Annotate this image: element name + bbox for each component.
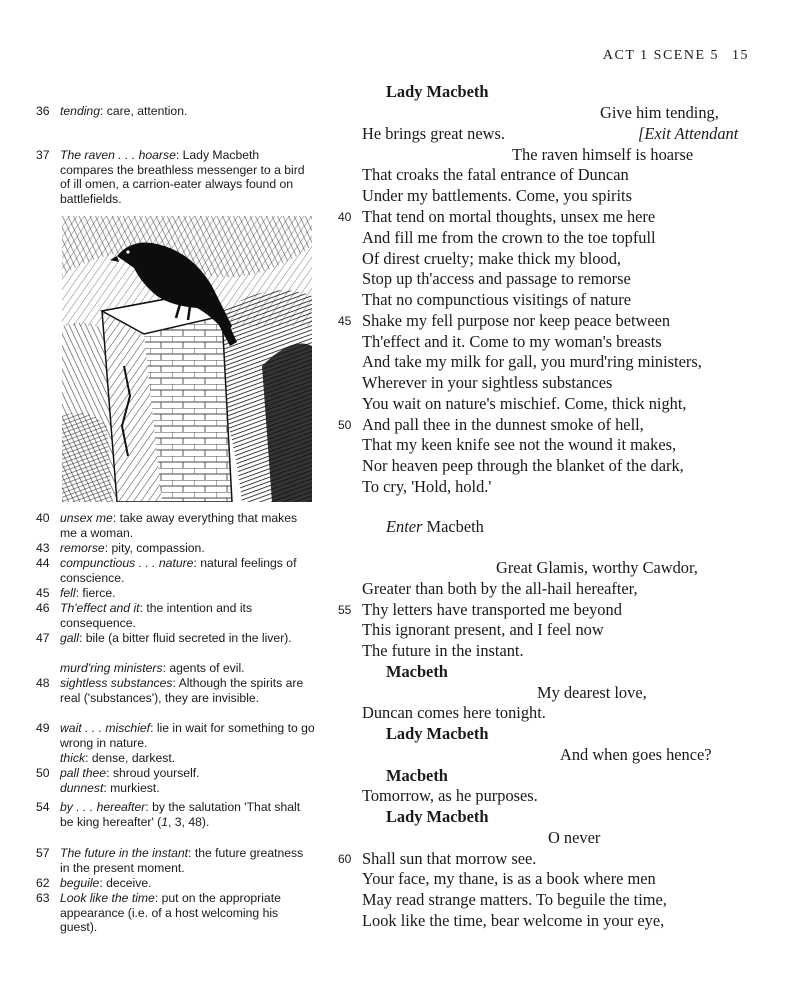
verse-line: Thy letters have transported me beyond [362, 600, 622, 619]
note-48: 48 sightless substances: Although the spirits are real ('substances'), they are invisible. [36, 676, 304, 705]
speaker-macbeth: Macbeth [386, 662, 448, 681]
verse-line: May read strange matters. To beguile the time, [362, 890, 667, 909]
note-54: 54 by . . . hereafter: by the salutation 'That shalt be king hereafter' (1, 3, 48). [36, 800, 301, 829]
line-number: 45 [338, 314, 352, 328]
verse-line: Great Glamis, worthy Cawdor, [496, 558, 698, 577]
verse-line: You wait on nature's mischief. Come, thick night, [362, 394, 687, 413]
speaker-lady-macbeth: Lady Macbeth [386, 724, 489, 743]
verse-line: Shake my fell purpose nor keep peace between [362, 311, 671, 330]
verse-line: He brings great news. [362, 124, 505, 143]
speaker-lady-macbeth: Lady Macbeth [386, 82, 489, 101]
verse-line: Stop up th'access and passage to remorse [362, 269, 631, 288]
note-40: 40 unsex me: take away everything that makes me a woman. [36, 511, 298, 540]
verse-line: Nor heaven peep through the blanket of the dark, [362, 456, 684, 475]
note-44: 44 compunctious . . . nature: natural feelings of conscience. [36, 556, 297, 585]
line-number: 55 [338, 603, 352, 617]
stage-direction-enter: Enter Macbeth [386, 517, 484, 536]
verse-line: Of direst cruelty; make thick my blood, [362, 249, 622, 268]
stage-direction-exit: [Exit Attendant [638, 124, 739, 143]
verse-line: Give him tending, [600, 103, 719, 122]
note-49-sub: thick: dense, darkest. [60, 751, 176, 765]
verse-line: And take my milk for gall, you murd'ring ministers, [362, 352, 702, 371]
verse-line: The future in the instant. [362, 641, 524, 660]
verse-line: Tomorrow, as he purposes. [362, 786, 538, 805]
verse-line: That my keen knife see not the wound it makes, [362, 435, 677, 454]
verse-line: That tend on mortal thoughts, unsex me here [362, 207, 656, 226]
verse-line: Duncan comes here tonight. [362, 703, 546, 722]
verse-line: My dearest love, [537, 683, 647, 702]
note-50: 50 pall thee: shroud yourself. [36, 766, 200, 780]
verse-line: Shall sun that morrow see. [362, 849, 537, 868]
note-45: 45 fell: fierce. [36, 586, 116, 600]
verse-line: The raven himself is hoarse [512, 145, 694, 164]
note-50-sub: dunnest: murkiest. [60, 781, 160, 795]
speaker-macbeth: Macbeth [386, 766, 448, 785]
verse-line: Under my battlements. Come, you spirits [362, 186, 632, 205]
verse-line: Th'effect and it. Come to my woman's breasts [362, 332, 662, 351]
verse-line: To cry, 'Hold, hold.' [362, 477, 492, 496]
note-62: 62 beguile: deceive. [36, 876, 152, 890]
note-63: 63 Look like the time: put on the appropriate appearance (i.e. of a host welcoming his guest). [36, 891, 281, 934]
verse-line: That croaks the fatal entrance of Duncan [362, 165, 629, 184]
note-49: 49 wait . . . mischief: lie in wait for something to go wrong in nature. [36, 721, 315, 750]
line-number: 40 [338, 210, 352, 224]
verse-line: And when goes hence? [560, 745, 712, 764]
act-scene-label: ACT 1 SCENE 5 [602, 48, 719, 63]
note-46: 46 Th'effect and it: the intention and its consequence. [36, 601, 253, 630]
verse-line: This ignorant present, and I feel now [362, 620, 604, 639]
note-47-sub: murd'ring ministers: agents of evil. [60, 661, 245, 675]
verse-line: Your face, my thane, is as a book where men [362, 869, 656, 888]
speaker-lady-macbeth: Lady Macbeth [386, 807, 489, 826]
verse-line: O never [548, 828, 601, 847]
verse-line: Wherever in your sightless substances [362, 373, 613, 392]
note-36: 36 tending: care, attention. [36, 104, 188, 118]
note-57: 57 The future in the instant: the future greatness in the present moment. [36, 846, 304, 875]
line-number: 50 [338, 418, 352, 432]
page-number: 15 [732, 48, 749, 63]
note-43: 43 remorse: pity, compassion. [36, 541, 205, 555]
note-37: 37 The raven . . . hoarse: Lady Macbeth compares the breathless messenger to a bird of ill omen, a carrion-eater always found on battlefields. [36, 148, 305, 206]
line-number: 60 [338, 852, 352, 866]
note-47: 47 gall: bile (a bitter fluid secreted in the liver). [36, 631, 292, 645]
verse-line: That no compunctious visitings of nature [362, 290, 632, 309]
verse-line: Greater than both by the all-hail hereafter, [362, 579, 638, 598]
verse-line: And pall thee in the dunnest smoke of hell, [362, 415, 644, 434]
verse-line: Look like the time, bear welcome in your eye, [362, 911, 665, 930]
verse-line: And fill me from the crown to the toe topfull [362, 228, 656, 247]
